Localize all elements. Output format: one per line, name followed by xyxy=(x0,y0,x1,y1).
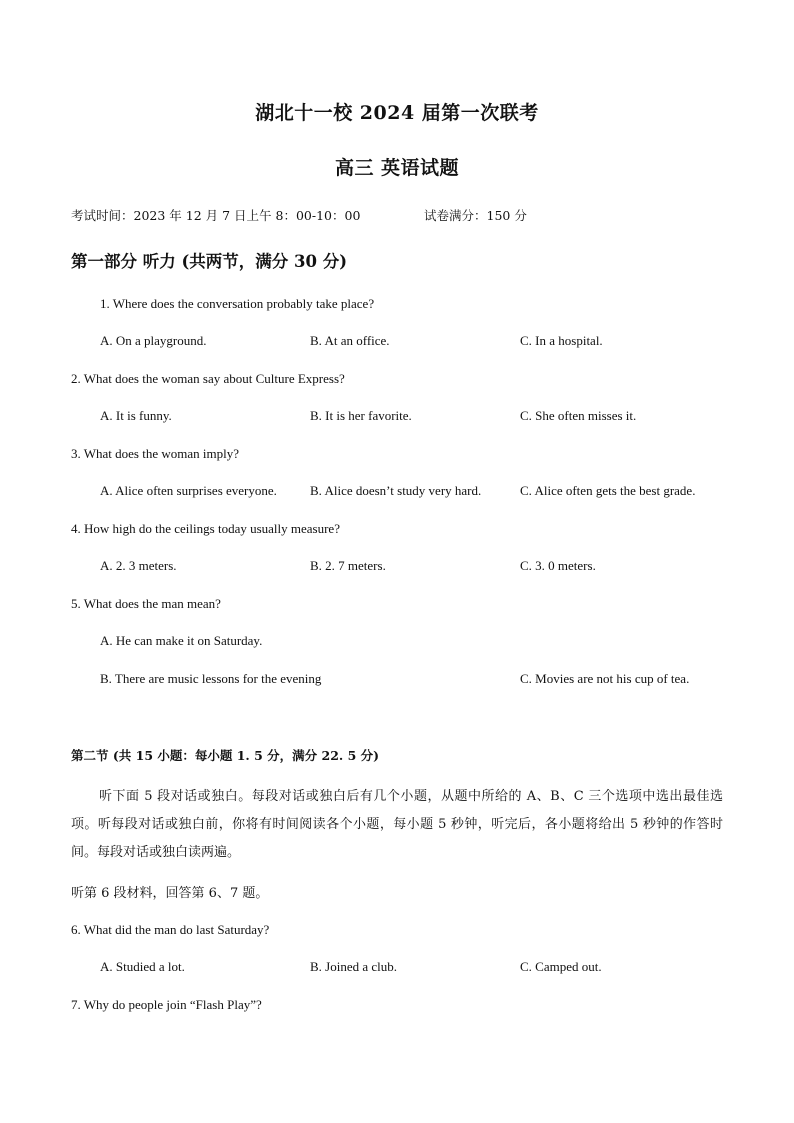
question-3-option-b: B. Alice doesn’t study very hard. xyxy=(310,483,482,498)
question-2-option-b: B. It is her favorite. xyxy=(310,408,412,423)
question-7: 7. Why do people join “Flash Play”? xyxy=(71,997,262,1012)
full-score: 试卷满分：150 分 xyxy=(424,208,527,223)
question-4: 4. How high do the ceilings today usually measure? xyxy=(71,521,340,536)
question-1-option-b: B. At an office. xyxy=(310,333,390,348)
exam-subtitle: 高三 英语试题 xyxy=(334,157,460,179)
question-4-option-b: B. 2. 7 meters. xyxy=(310,558,386,573)
question-6-option-c: C. Camped out. xyxy=(520,959,602,974)
question-6: 6. What did the man do last Saturday? xyxy=(71,922,270,937)
question-6-option-b: B. Joined a club. xyxy=(310,959,398,974)
question-1: 1. Where does the conversation probably take place? xyxy=(100,296,375,311)
part2-instructions: 听下面 5 段对话或独白。每段对话或独白后有几个小题，从题中所给的 A、B、C 三个选项中选出最佳选项。听每段对话或独白前，你将有时间阅读各个小题，每小题 5 秒钟，听完后，各小题将给出 5 秒钟的作答时间。每段对话或独白读两遍。 xyxy=(71,789,723,860)
question-3-option-c: C. Alice often gets the best grade. xyxy=(520,483,696,498)
question-3-option-a: A. Alice often surprises everyone. xyxy=(100,483,277,498)
question-2-option-a: A. It is funny. xyxy=(100,408,172,423)
exam-time: 考试时间：2023 年 12 月 7 日上午 8：00-10：00 xyxy=(71,208,361,223)
question-5-option-a: A. He can make it on Saturday. xyxy=(100,633,263,648)
question-2-option-c: C. She often misses it. xyxy=(520,408,637,423)
question-4-option-c: C. 3. 0 meters. xyxy=(520,558,596,573)
exam-title: 湖北十一校 2024 届第一次联考 xyxy=(255,102,539,124)
question-2: 2. What does the woman say about Culture Express? xyxy=(71,371,345,386)
question-5-option-c: C. Movies are not his cup of tea. xyxy=(520,671,690,686)
part2-heading: 第二节 (共 15 小题：每小题 1. 5 分，满分 22. 5 分) xyxy=(71,748,380,763)
material-note: 听第 6 段材料，回答第 6、7 题。 xyxy=(71,886,269,901)
question-5-option-b: B. There are music lessons for the evening xyxy=(100,671,322,686)
question-4-option-a: A. 2. 3 meters. xyxy=(100,558,177,573)
question-6-option-a: A. Studied a lot. xyxy=(100,959,185,974)
question-1-option-a: A. On a playground. xyxy=(100,333,207,348)
question-5: 5. What does the man mean? xyxy=(71,596,221,611)
question-3: 3. What does the woman imply? xyxy=(71,446,240,461)
part1-heading: 第一部分 听力 (共两节，满分 30 分) xyxy=(71,252,348,271)
question-1-option-c: C. In a hospital. xyxy=(520,333,603,348)
